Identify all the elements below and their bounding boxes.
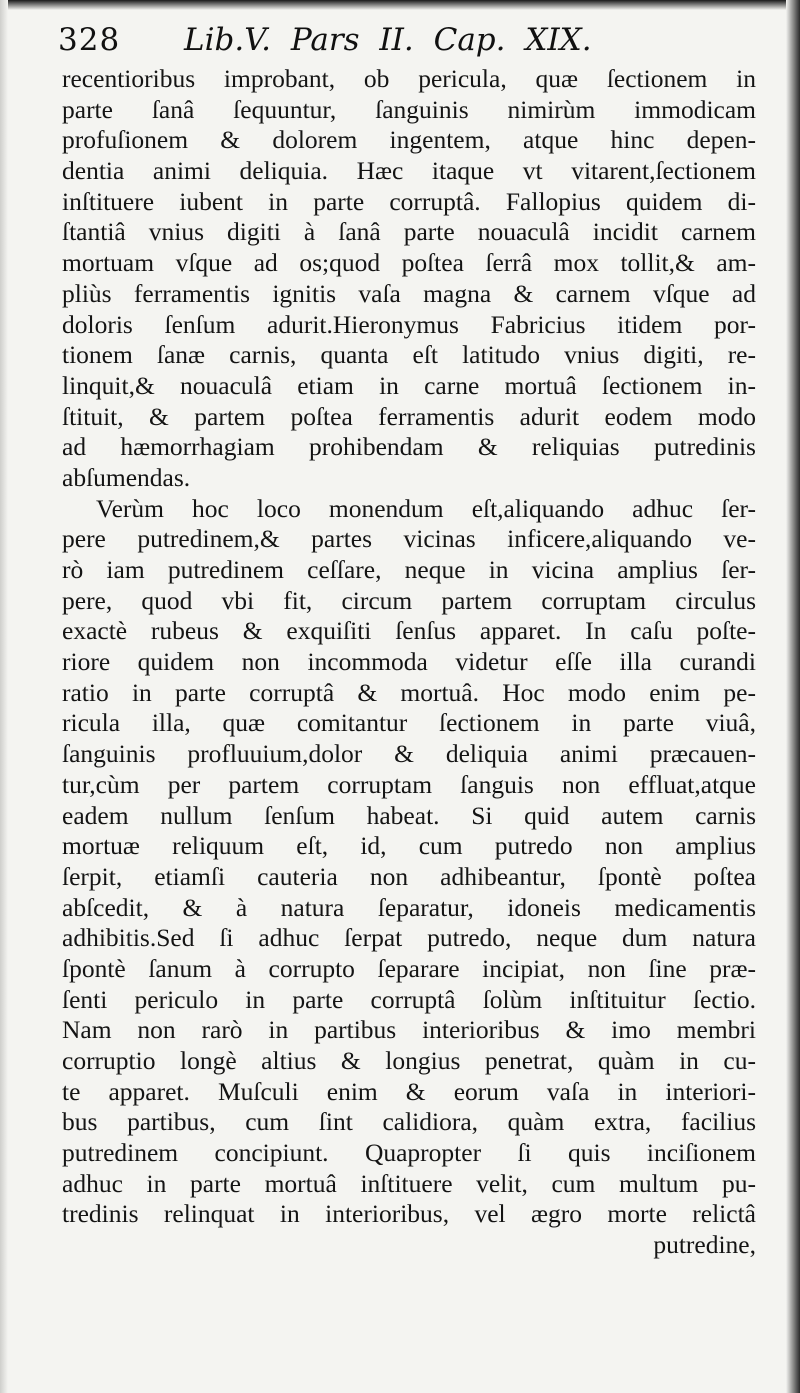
text-line: abſumendas. (62, 462, 191, 492)
text-line: Verùm hoc loco monendum eſt,aliquando adhuc ſer- (96, 493, 756, 523)
text-line: parte ſanâ ſequuntur, ſanguinis nimirùm immodicam (62, 94, 756, 124)
body-text (62, 64, 756, 1261)
text-line: ricula illa, quæ comitantur ſectionem in parte viuâ, (62, 708, 756, 738)
text-line: ſpontè ſanum à corrupto ſeparare incipiat, non ſine præ- (62, 953, 756, 983)
text-line: adhibitis.Sed ſi adhuc ſerpat putredo, neque dum natura (62, 923, 756, 953)
page-shadow-top (0, 0, 800, 10)
text-line: tionem ſanæ carnis, quanta eſt latitudo vnius digiti, re- (62, 340, 756, 370)
text-line: inſtituere iubent in parte corruptâ. Fallopius quidem di- (62, 186, 756, 216)
catchword: putredine, (653, 1230, 756, 1260)
text-line: ratio in parte corruptâ & mortuâ. Hoc modo enim pe- (62, 677, 756, 707)
text-line: pliùs ferramentis ignitis vaſa magna & carnem vſque ad (62, 278, 756, 308)
text-line: corruptio longè altius & longius penetrat, quàm in cu- (62, 1046, 756, 1075)
text-line: pere, quod vbi fit, circum partem corruptam circulus (62, 585, 756, 615)
page-number: 328 (58, 22, 121, 58)
running-head (58, 16, 758, 64)
text-line: bus partibus, cum ſint calidiora, quàm extra, facilius (62, 1107, 756, 1137)
paragraph (62, 494, 756, 1231)
text-line: ſanguinis profluuium,dolor & deliquia animi præcauen- (62, 739, 756, 769)
page-shadow-right (786, 0, 800, 1393)
text-line: rò iam putredinem ceſſare, neque in vicina amplius ſer- (62, 555, 756, 584)
text-line: linquit,& nouaculâ etiam in carne mortuâ ſectionem in- (62, 370, 756, 400)
text-line: exactè rubeus & exquiſiti ſenſus apparet. In caſu poſte- (62, 616, 756, 646)
paragraph (62, 64, 756, 494)
text-line: pere putredinem,& partes vicinas inficere,aliquando ve- (62, 524, 756, 554)
page-shadow-left (0, 0, 8, 1393)
text-line: ſtantiâ vnius digiti à ſanâ parte nouaculâ incidit carnem (62, 217, 756, 247)
chapter-heading: Lib.V. Pars II. Cap. XIX. (184, 22, 592, 58)
text-line: ſenti periculo in parte corruptâ ſolùm inſtituitur ſectio. (62, 984, 756, 1014)
text-line: doloris ſenſum adurit.Hieronymus Fabricius itidem por- (62, 309, 756, 339)
text-line: eadem nullum ſenſum habeat. Si quid autem carnis (62, 800, 756, 830)
text-line: adhuc in parte mortuâ inſtituere velit, cum multum pu- (62, 1168, 756, 1198)
text-line: mortuam vſque ad os;quod poſtea ſerrâ mox tollit,& am- (62, 248, 756, 278)
text-line: te apparet. Muſculi enim & eorum vaſa in interiori- (62, 1076, 756, 1106)
text-line: ſtituit, & partem poſtea ferramentis adurit eodem modo (62, 401, 756, 431)
text-line: profuſionem & dolorem ingentem, atque hinc depen- (62, 125, 756, 155)
text-line: recentioribus improbant, ob pericula, quæ ſectionem in (62, 64, 756, 93)
text-line: abſcedit, & à natura ſeparatur, idoneis medicamentis (62, 892, 756, 922)
text-line: tur,cùm per partem corruptam ſanguis non effluat,atque (62, 769, 756, 799)
text-line: riore quidem non incommoda videtur eſſe illa curandi (62, 647, 756, 677)
text-line: putredinem concipiunt. Quapropter ſi quis inciſionem (62, 1138, 756, 1168)
text-line: Nam non rarò in partibus interioribus & imo membri (62, 1015, 756, 1045)
text-line: dentia animi deliquia. Hæc itaque vt vitarent,ſectionem (62, 156, 756, 186)
text-line: ſerpit, etiamſi cauteria non adhibeantur, ſpontè poſtea (62, 861, 756, 891)
text-line: mortuæ reliquum eſt, id, cum putredo non amplius (62, 831, 756, 861)
text-line: tredinis relinquat in interioribus, vel ægro morte relictâ (62, 1199, 756, 1229)
text-line: ad hæmorrhagiam prohibendam & reliquias putredinis (62, 432, 756, 462)
